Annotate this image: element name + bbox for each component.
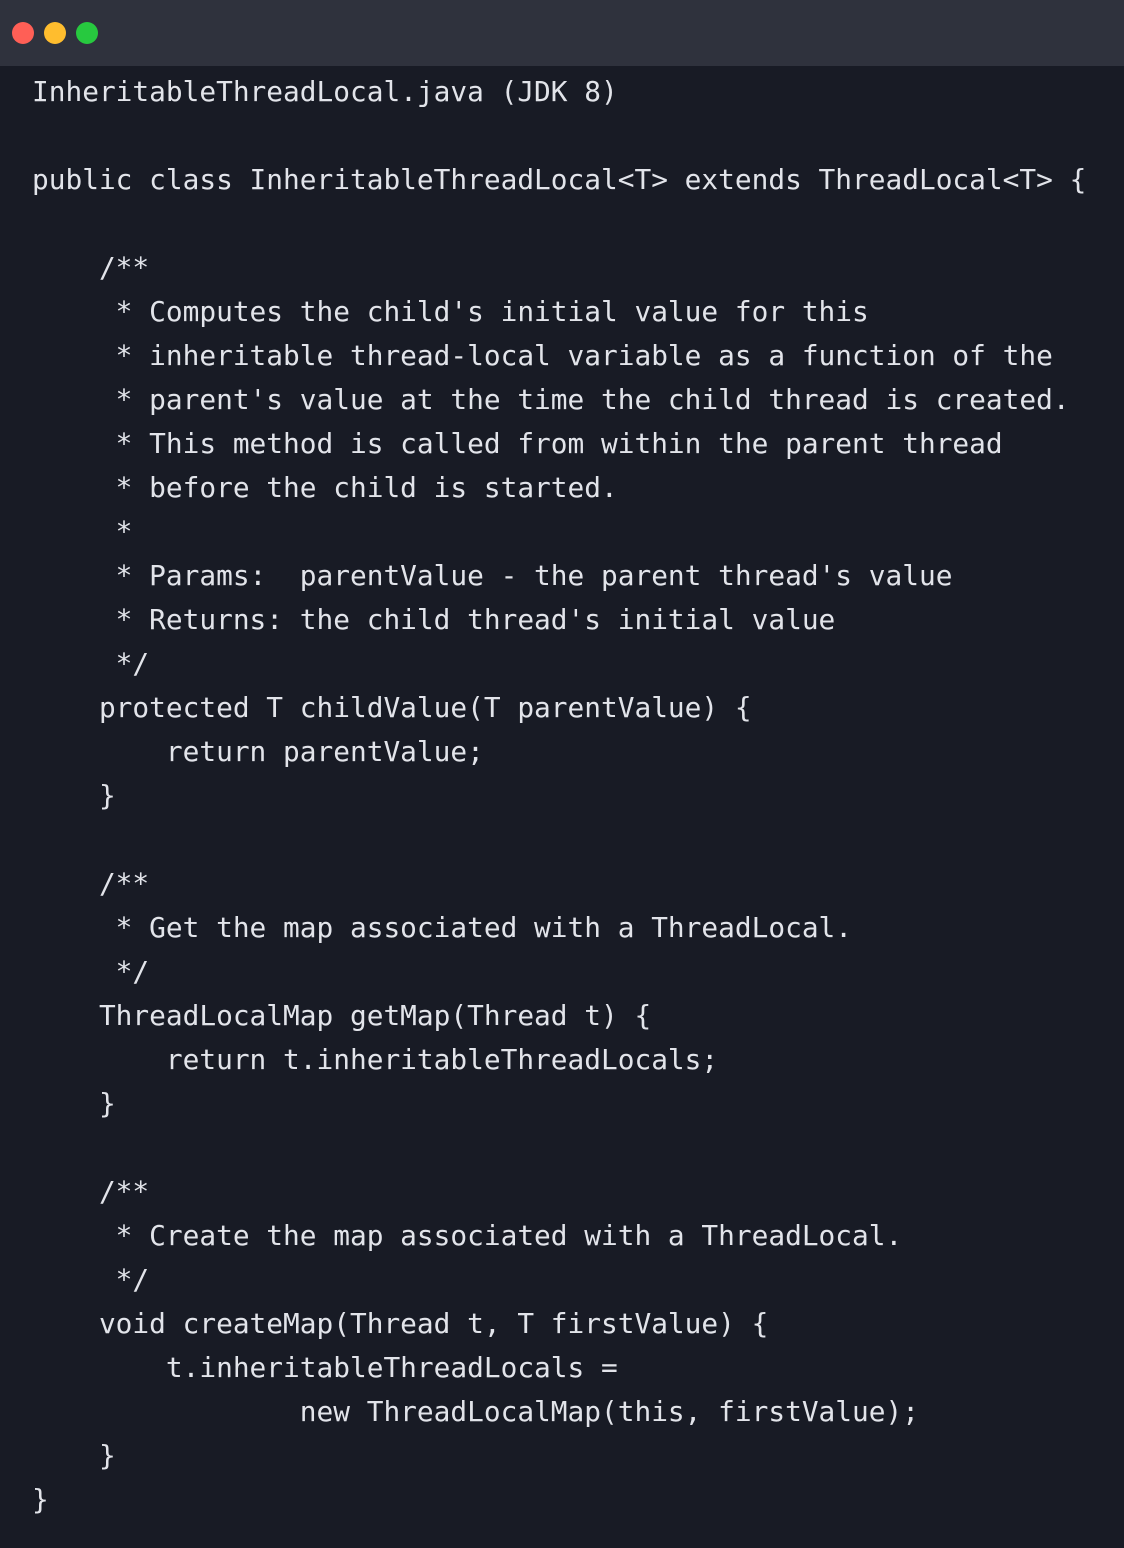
code-line <box>32 114 1086 158</box>
code-line: } <box>32 1439 116 1472</box>
code-line: * This method is called from within the parent thread <box>32 427 1003 460</box>
code-line: * Computes the child's initial value for this <box>32 295 869 328</box>
code-line: /** <box>32 251 150 284</box>
code-line: new ThreadLocalMap(this, firstValue); <box>32 1395 919 1428</box>
code-line: /** <box>32 1175 150 1208</box>
minimize-button-icon[interactable] <box>44 22 66 44</box>
code-line: * before the child is started. <box>32 471 618 504</box>
title-bar <box>0 0 1124 66</box>
code-line: * Get the map associated with a ThreadLocal. <box>32 911 853 944</box>
code-line <box>32 818 1086 862</box>
code-line: * <box>32 515 133 548</box>
code-line: t.inheritableThreadLocals = <box>32 1351 618 1384</box>
close-button-icon[interactable] <box>12 22 34 44</box>
code-line: InheritableThreadLocal.java (JDK 8) <box>32 75 618 108</box>
code-line: public class InheritableThreadLocal<T> extends ThreadLocal<T> { <box>32 163 1087 196</box>
zoom-button-icon[interactable] <box>76 22 98 44</box>
code-line: void createMap(Thread t, T firstValue) { <box>32 1307 769 1340</box>
code-line: return parentValue; <box>32 735 484 768</box>
code-line: * parent's value at the time the child thread is created. <box>32 383 1070 416</box>
code-line: * Returns: the child thread's initial value <box>32 603 836 636</box>
code-line: */ <box>32 647 150 680</box>
code-line: /** <box>32 867 150 900</box>
code-line: * Params: parentValue - the parent thread's value <box>32 559 953 592</box>
code-line: } <box>32 779 116 812</box>
code-line <box>32 202 1086 246</box>
code-line: */ <box>32 1263 150 1296</box>
code-line: */ <box>32 955 150 988</box>
code-block <box>32 70 1086 1522</box>
code-line: protected T childValue(T parentValue) { <box>32 691 752 724</box>
code-line: * inheritable thread-local variable as a function of the <box>32 339 1053 372</box>
code-line: * Create the map associated with a ThreadLocal. <box>32 1219 903 1252</box>
code-line: ThreadLocalMap getMap(Thread t) { <box>32 999 652 1032</box>
code-line: } <box>32 1483 49 1516</box>
code-line <box>32 1126 1086 1170</box>
code-line: } <box>32 1087 116 1120</box>
code-line: return t.inheritableThreadLocals; <box>32 1043 719 1076</box>
